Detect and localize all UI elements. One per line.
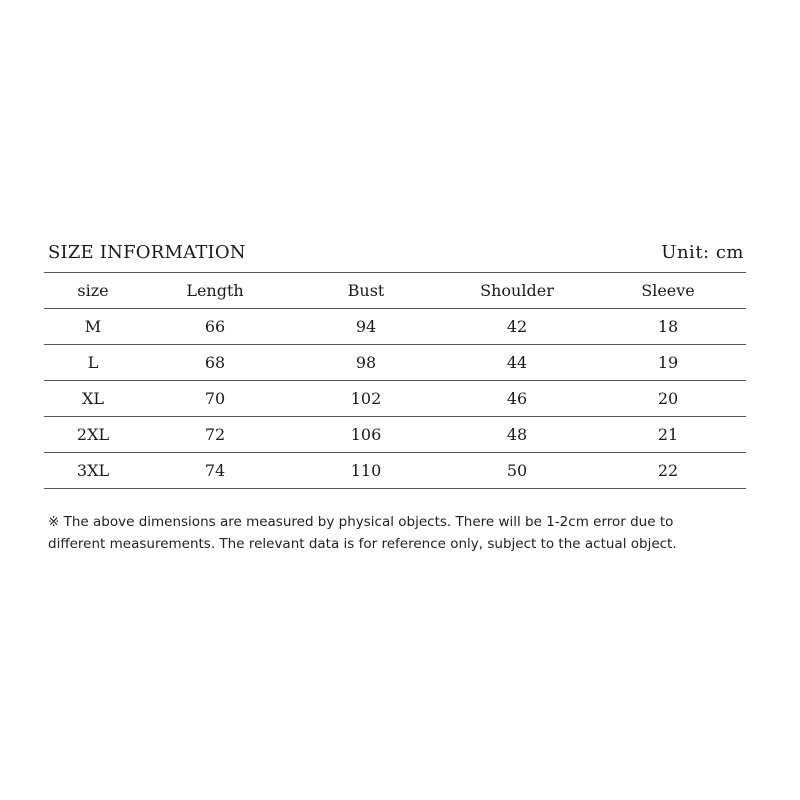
column-header-size: size [44, 273, 142, 309]
cell-sleeve: 22 [590, 453, 746, 489]
cell-bust: 110 [288, 453, 444, 489]
cell-length: 66 [142, 309, 288, 345]
cell-length: 70 [142, 381, 288, 417]
cell-size: 2XL [44, 417, 142, 453]
cell-sleeve: 20 [590, 381, 746, 417]
cell-length: 72 [142, 417, 288, 453]
cell-length: 74 [142, 453, 288, 489]
cell-shoulder: 44 [444, 345, 590, 381]
table-row [44, 345, 746, 381]
cell-shoulder: 46 [444, 381, 590, 417]
cell-shoulder: 42 [444, 309, 590, 345]
measurement-note [48, 511, 748, 555]
cell-sleeve: 21 [590, 417, 746, 453]
table-header-row [44, 273, 746, 309]
table-row [44, 381, 746, 417]
cell-shoulder: 48 [444, 417, 590, 453]
size-table [44, 272, 746, 489]
note-line: ※ The above dimensions are measured by physical objects. There will be 1-2cm error due to [48, 514, 674, 530]
cell-size: XL [44, 381, 142, 417]
column-header-length: Length [142, 273, 288, 309]
table-row [44, 309, 746, 345]
table-row [44, 453, 746, 489]
column-header-shoulder: Shoulder [444, 273, 590, 309]
table-row [44, 417, 746, 453]
cell-size: M [44, 309, 142, 345]
cell-sleeve: 19 [590, 345, 746, 381]
cell-length: 68 [142, 345, 288, 381]
cell-shoulder: 50 [444, 453, 590, 489]
cell-size: L [44, 345, 142, 381]
cell-sleeve: 18 [590, 309, 746, 345]
cell-bust: 94 [288, 309, 444, 345]
cell-bust: 102 [288, 381, 444, 417]
column-header-sleeve: Sleeve [590, 273, 746, 309]
column-header-bust: Bust [288, 273, 444, 309]
note-line: different measurements. The relevant data is for reference only, subject to the actual object. [48, 536, 677, 552]
unit-label: Unit: cm [661, 242, 744, 263]
cell-bust: 98 [288, 345, 444, 381]
cell-size: 3XL [44, 453, 142, 489]
cell-bust: 106 [288, 417, 444, 453]
page-title: SIZE INFORMATION [48, 242, 246, 263]
size-info-header [48, 240, 744, 270]
